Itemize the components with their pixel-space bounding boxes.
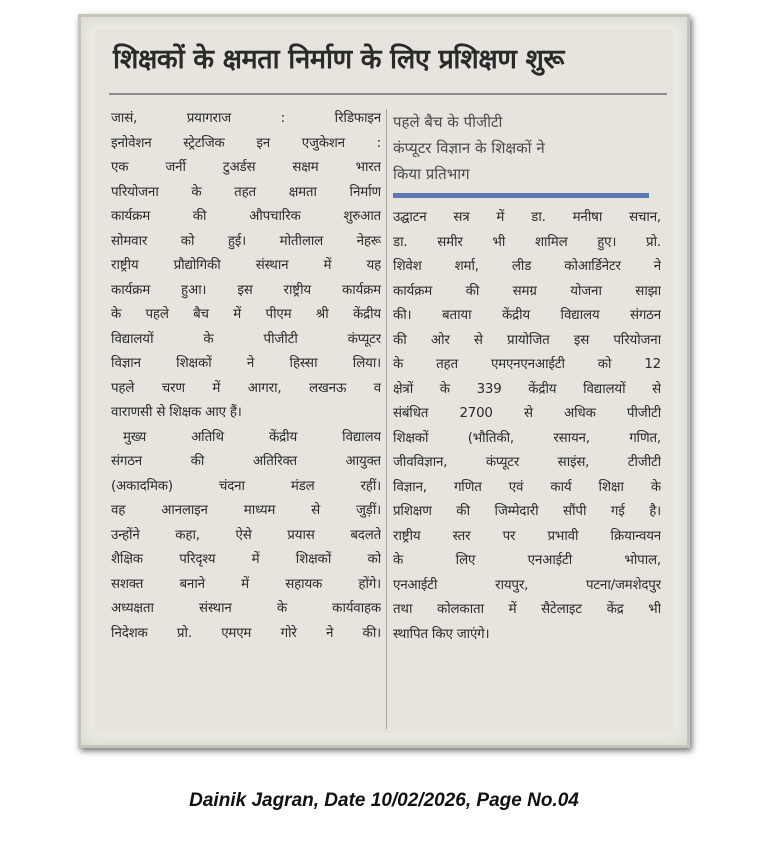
article-line: कार्यक्रम की औपचारिक शुरुआत: [111, 209, 381, 224]
article-line: डा. समीर भी शामिल हुए। प्रो.: [393, 234, 661, 250]
article-line: जीवविज्ञान, कंप्यूटर साइंस, टीजीटी: [393, 455, 661, 470]
article-line: प्रशिक्षण की जिम्मेदारी सौंपी गई है।: [393, 504, 661, 519]
subheadline-line: पहले बैच के पीजीटी: [393, 113, 503, 131]
article-line: राष्ट्रीय स्तर पर प्रभावी क्रियान्वयन: [393, 528, 661, 544]
article-line: इनोवेशन स्ट्रेटजिक इन एजुकेशन :: [111, 135, 381, 151]
article-line: विज्ञान शिक्षकों ने हिस्सा लिया।: [111, 356, 381, 371]
article-line: निदेशक प्रो. एमएम गोरे ने की।: [111, 625, 381, 641]
article-line: उद्घाटन सत्र में डा. मनीषा सचान,: [393, 210, 661, 225]
article-line: कार्यक्रम हुआ। इस राष्ट्रीय कार्यक्रम: [111, 282, 381, 298]
headline: शिक्षकों के क्षमता निर्माण के लिए प्रशिक्षण शुरू: [113, 44, 565, 75]
article-line: के लिए एनआईटी भोपाल,: [393, 553, 661, 568]
article-line: कार्यक्रम की समग्र योजना साझा: [393, 283, 661, 299]
article-line: संबंधित 2700 से अधिक पीजीटी: [393, 406, 661, 421]
article-line: पहले चरण में आगरा, लखनऊ व: [111, 380, 381, 396]
article-line: (अकादमिक) चंदना मंडल रहीं।: [111, 478, 381, 494]
article-line: उन्होंने कहा, ऐसे प्रयास बदलते: [111, 527, 381, 543]
headline-divider: [109, 93, 667, 95]
article-line: सोमवार को हुई। मोतीलाल नेहरू: [111, 233, 381, 249]
article-line: की ओर से प्रायोजित इस परियोजना: [393, 332, 661, 348]
article-line: विज्ञान, गणित एवं कार्य शिक्षा के: [393, 479, 661, 495]
article-line: राष्ट्रीय प्रौद्योगिकी संस्थान में यह: [111, 258, 381, 273]
article-line: तथा कोलकाता में सैटेलाइट केंद्र भी: [393, 602, 661, 617]
article-line: सशक्त बनाने में सहायक होंगे।: [111, 576, 381, 592]
subhead-rule: [393, 193, 649, 198]
article-line: विद्यालयों के पीजीटी कंप्यूटर: [111, 331, 381, 347]
article-line: एक जर्नी टुअर्डस सक्षम भारत: [111, 160, 381, 175]
article-line: एनआईटी रायपुर, पटना/जमशेदपुर: [393, 577, 661, 593]
article-line: मुख्य अतिथि केंद्रीय विद्यालय: [123, 429, 381, 445]
subheadline-line: किया प्रतिभाग: [393, 165, 470, 183]
article-column-right-body: [393, 206, 661, 647]
article-line: शैक्षिक परिदृश्य में शिक्षकों को: [111, 552, 381, 567]
article-line: शिवेश शर्मा, लीड कोआर्डिनेटर ने: [393, 259, 661, 274]
article-line: की। बताया केंद्रीय विद्यालय संगठन: [393, 308, 661, 323]
article-line: स्थापित किए जाएंगे।: [393, 626, 490, 642]
article-line: के पहले बैच में पीएम श्री केंद्रीय: [111, 307, 381, 322]
source-caption: Dainik Jagran, Date 10/02/2026, Page No.04: [189, 790, 579, 811]
article-line: संगठन की अतिरिक्त आयुक्त: [111, 454, 381, 469]
newspaper-clipping: [78, 14, 690, 748]
article-line: क्षेत्रों के 339 केंद्रीय विद्यालयों से: [393, 381, 661, 397]
article-line: वाराणसी से शिक्षक आए हैं।: [111, 405, 242, 420]
article-line: परियोजना के तहत क्षमता निर्माण: [111, 184, 381, 200]
article-line: के तहत एमएनएनआईटी को 12: [393, 357, 661, 372]
subheadline: [393, 109, 661, 187]
article-line: शिक्षकों (भौतिकी, रसायन, गणित,: [393, 430, 661, 446]
subheadline-line: कंप्यूटर विज्ञान के शिक्षकों ने: [393, 139, 545, 157]
article-line: जासं, प्रयागराज : रिडिफाइन: [111, 111, 381, 126]
clipping-paper: [95, 29, 673, 733]
article-column-right: [393, 107, 661, 647]
article-line: वह आनलाइन माध्यम से जुड़ीं।: [111, 503, 381, 518]
article-column-left: [111, 107, 381, 646]
article-line: अध्यक्षता संस्थान के कार्यवाहक: [111, 601, 381, 616]
column-divider: [386, 109, 387, 729]
